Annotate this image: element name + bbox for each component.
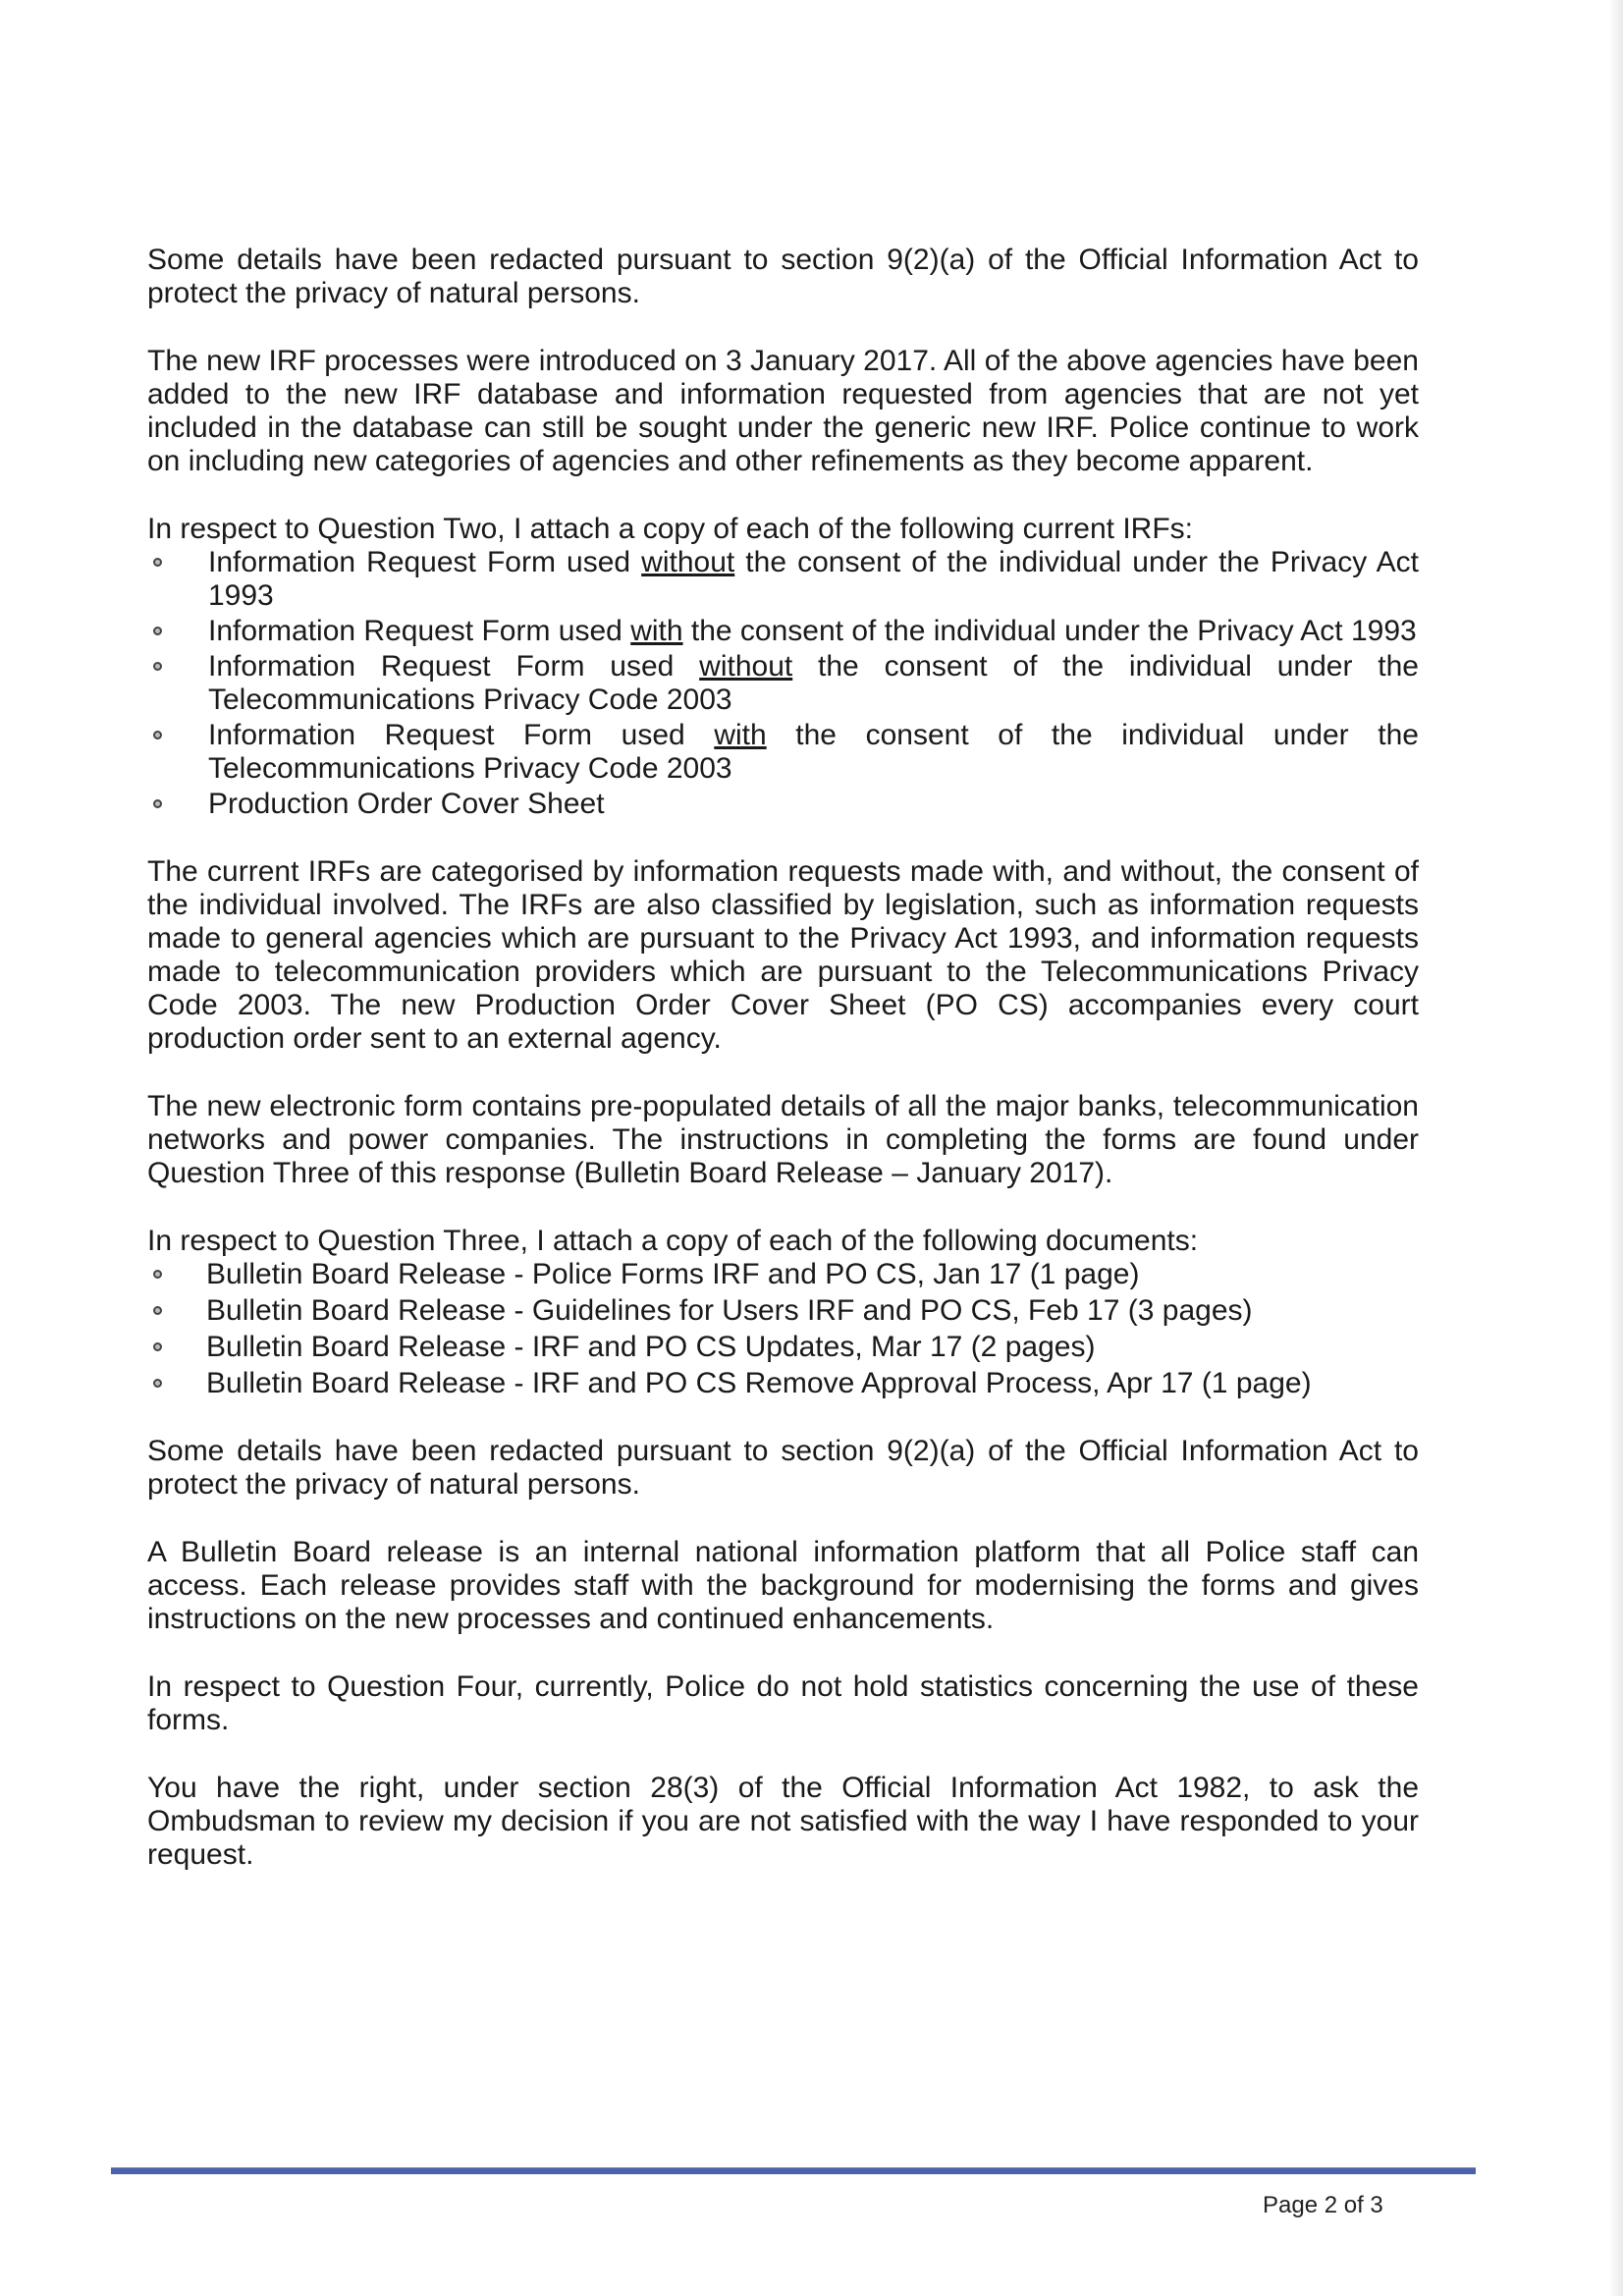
bulletin-board-paragraph: A Bulletin Board release is an internal national information platform that all Police staff can access. Each release provides staff with the background for modernising the forms and gives instructions on the new processes and continued enhancements. — [147, 1536, 1419, 1635]
page-number: Page 2 of 3 — [1263, 2192, 1383, 2218]
bullet-icon — [153, 558, 162, 567]
bullet-icon — [153, 627, 162, 635]
underlined-term: without — [699, 650, 793, 683]
irf-list — [147, 546, 1419, 821]
bullet-icon — [153, 662, 162, 671]
question-two-intro: In respect to Question Two, I attach a copy of each of the following current IRFs: — [147, 513, 1193, 545]
bullet-icon — [153, 1342, 162, 1351]
list-item: Production Order Cover Sheet — [147, 788, 1419, 821]
list-item: Information Request Form used without the consent of the individual under the Privacy Act 1993 — [147, 546, 1419, 613]
list-item: Bulletin Board Release - Guidelines for Users IRF and PO CS, Feb 17 (3 pages) — [147, 1294, 1419, 1328]
irf-process-paragraph: The new IRF processes were introduced on 3 January 2017. All of the above agencies have been added to the new IRF database and information requested from agencies that are not yet included in the database can still be sought under the generic new IRF. Police continue to work on including new categories of agencies and other refinements as they become apparent. — [147, 345, 1419, 477]
irf-categories-paragraph: The current IRFs are categorised by information requests made with, and without, the consent of the individual involved. The IRFs are also classified by legislation, such as information requests made to general agencies which are pursuant to the Privacy Act 1993, and information requests made to telecommunication providers which are pursuant to the Telecommunications Privacy Code 2003. The new Production Order Cover Sheet (PO CS) accompanies every court production order sent to an external agency. — [147, 855, 1419, 1055]
question-four-paragraph: In respect to Question Four, currently, Police do not hold statistics concerning the use of these forms. — [147, 1670, 1419, 1736]
list-item: Information Request Form used with the consent of the individual under the Privacy Act 1993 — [147, 615, 1419, 648]
bullet-icon — [153, 1306, 162, 1315]
list-item: Bulletin Board Release - IRF and PO CS Updates, Mar 17 (2 pages) — [147, 1331, 1419, 1364]
list-item: Information Request Form used with the consent of the individual under the Telecommunications Privacy Code 2003 — [147, 719, 1419, 786]
page-edge-shadow — [1609, 0, 1623, 2296]
underlined-term: with — [630, 615, 683, 647]
electronic-form-paragraph: The new electronic form contains pre-populated details of all the major banks, telecommunication networks and power companies. The instructions in completing the forms are found under Question Three of this response (Bulletin Board Release – January 2017). — [147, 1090, 1419, 1189]
underlined-term: without — [641, 546, 735, 578]
list-item: Information Request Form used without the consent of the individual under the Telecommunications Privacy Code 2003 — [147, 650, 1419, 717]
bulletin-document-list — [147, 1258, 1419, 1400]
list-item: Bulletin Board Release - IRF and PO CS Remove Approval Process, Apr 17 (1 page) — [147, 1367, 1419, 1400]
redaction-notice-paragraph-2: Some details have been redacted pursuant to section 9(2)(a) of the Official Information Act to protect the privacy of natural persons. — [147, 1435, 1419, 1501]
list-item: Bulletin Board Release - Police Forms IRF and PO CS, Jan 17 (1 page) — [147, 1258, 1419, 1291]
bullet-icon — [153, 1379, 162, 1388]
ombudsman-rights-paragraph: You have the right, under section 28(3) of the Official Information Act 1982, to ask the Ombudsman to review my decision if you are not satisfied with the way I have responded to your request. — [147, 1772, 1419, 1871]
document-body — [147, 244, 1419, 1906]
bullet-icon — [153, 1270, 162, 1279]
bullet-icon — [153, 799, 162, 808]
underlined-term: with — [714, 719, 767, 751]
question-three-intro: In respect to Question Three, I attach a copy of each of the following documents: — [147, 1225, 1199, 1257]
footer-divider — [111, 2167, 1476, 2174]
bullet-icon — [153, 731, 162, 739]
redaction-notice-paragraph: Some details have been redacted pursuant to section 9(2)(a) of the Official Information Act to protect the privacy of natural persons. — [147, 244, 1419, 309]
